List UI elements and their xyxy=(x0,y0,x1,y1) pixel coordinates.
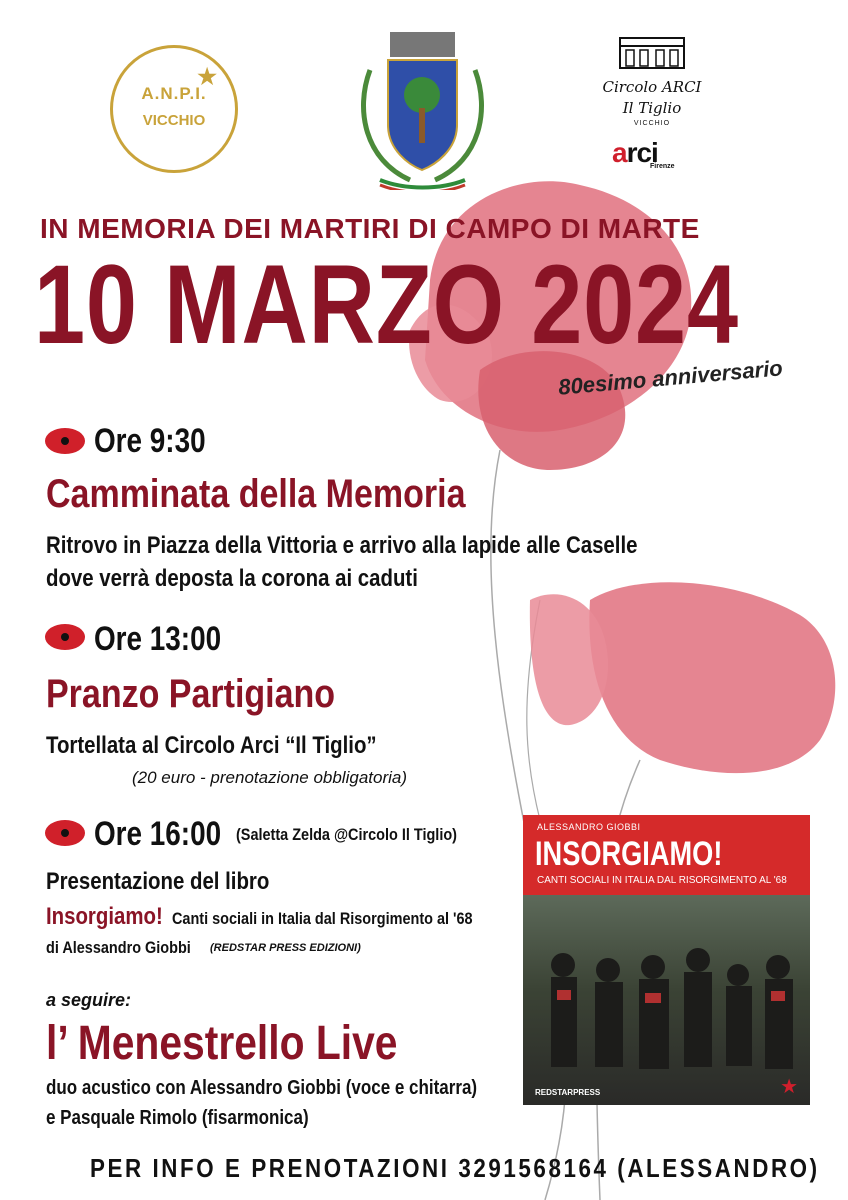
event-time: Ore 13:00 xyxy=(94,620,222,658)
book-subtitle: Canti sociali in Italia dal Risorgimento al '68 xyxy=(172,909,473,928)
poppy-icon xyxy=(44,818,86,848)
circolo-town: VICCHIO xyxy=(633,120,671,127)
book-line xyxy=(46,903,183,931)
event-description: Ritrovo in Piazza della Vittoria e arrivo alla lapide alle Caselle xyxy=(46,532,638,559)
circolo-name: Circolo ARCI xyxy=(602,78,702,96)
event-date: 10 MARZO 2024 xyxy=(34,242,739,367)
circolo-logo xyxy=(592,32,712,127)
event-description: Presentazione del libro xyxy=(46,868,270,895)
event-title: Pranzo Partigiano xyxy=(46,672,336,716)
star-icon: ★ xyxy=(780,1076,798,1098)
live-description: duo acustico con Alessandro Giobbi (voce e chitarra) xyxy=(46,1077,478,1099)
event-time: Ore 16:00 xyxy=(94,815,222,853)
event-note: (20 euro - prenotazione obbligatoria) xyxy=(132,768,408,787)
anpi-logo-town: VICCHIO xyxy=(142,112,206,129)
poppy-icon xyxy=(44,426,86,456)
municipal-crest xyxy=(350,30,495,190)
crown xyxy=(390,32,455,57)
tree-crown xyxy=(404,77,440,113)
arci-mark-rest: rci xyxy=(626,137,658,168)
anpi-logo xyxy=(110,45,238,173)
musicians-photo xyxy=(523,895,810,1105)
cover-publisher: REDSTARPRESS xyxy=(535,1088,601,1097)
star-icon: ★ xyxy=(197,64,217,89)
info-footer: PER INFO E PRENOTAZIONI 3291568164 (ALESSANDRO) xyxy=(90,1153,820,1183)
tree-trunk xyxy=(419,108,425,143)
cover-author: ALESSANDRO GIOBBI xyxy=(537,822,641,832)
cover-subtitle: CANTI SOCIALI IN ITALIA DAL RISORGIMENTO AL '68 xyxy=(537,875,787,886)
book-title: Insorgiamo! xyxy=(46,903,163,930)
arci-sub: Firenze xyxy=(650,163,675,170)
poppy-petal xyxy=(589,582,835,773)
poppy-icon xyxy=(44,622,86,652)
anniversary-label: 80esimo anniversario xyxy=(557,355,784,400)
follow-label: a seguire: xyxy=(46,990,132,1010)
live-title: l’ Menestrello Live xyxy=(46,1017,398,1070)
event-time: Ore 9:30 xyxy=(94,422,206,460)
live-description: e Pasquale Rimolo (fisarmonica) xyxy=(46,1107,309,1129)
anpi-logo-text: A.N.P.I. xyxy=(141,84,207,103)
building-icon xyxy=(616,32,688,70)
arci-mark-a: a xyxy=(612,137,627,168)
book-cover xyxy=(523,815,810,1105)
event-title: Camminata della Memoria xyxy=(46,472,466,516)
circolo-name-2: Il Tiglio xyxy=(622,99,682,117)
event-location: (Saletta Zelda @Circolo Il Tiglio) xyxy=(236,825,457,844)
cover-photo xyxy=(523,895,810,1105)
book-publisher: (REDSTAR PRESS EDIZIONI) xyxy=(210,942,361,954)
ribbon xyxy=(380,180,465,188)
event-subtitle: IN MEMORIA DEI MARTIRI DI CAMPO DI MARTE xyxy=(40,213,700,244)
arci-logo xyxy=(612,137,675,170)
book-author: di Alessandro Giobbi xyxy=(46,938,191,957)
event-description: Tortellata al Circolo Arci “Il Tiglio” xyxy=(46,732,377,759)
cover-title: INSORGIAMO! xyxy=(535,835,723,873)
event-description: dove verrà deposta la corona ai caduti xyxy=(46,565,418,592)
